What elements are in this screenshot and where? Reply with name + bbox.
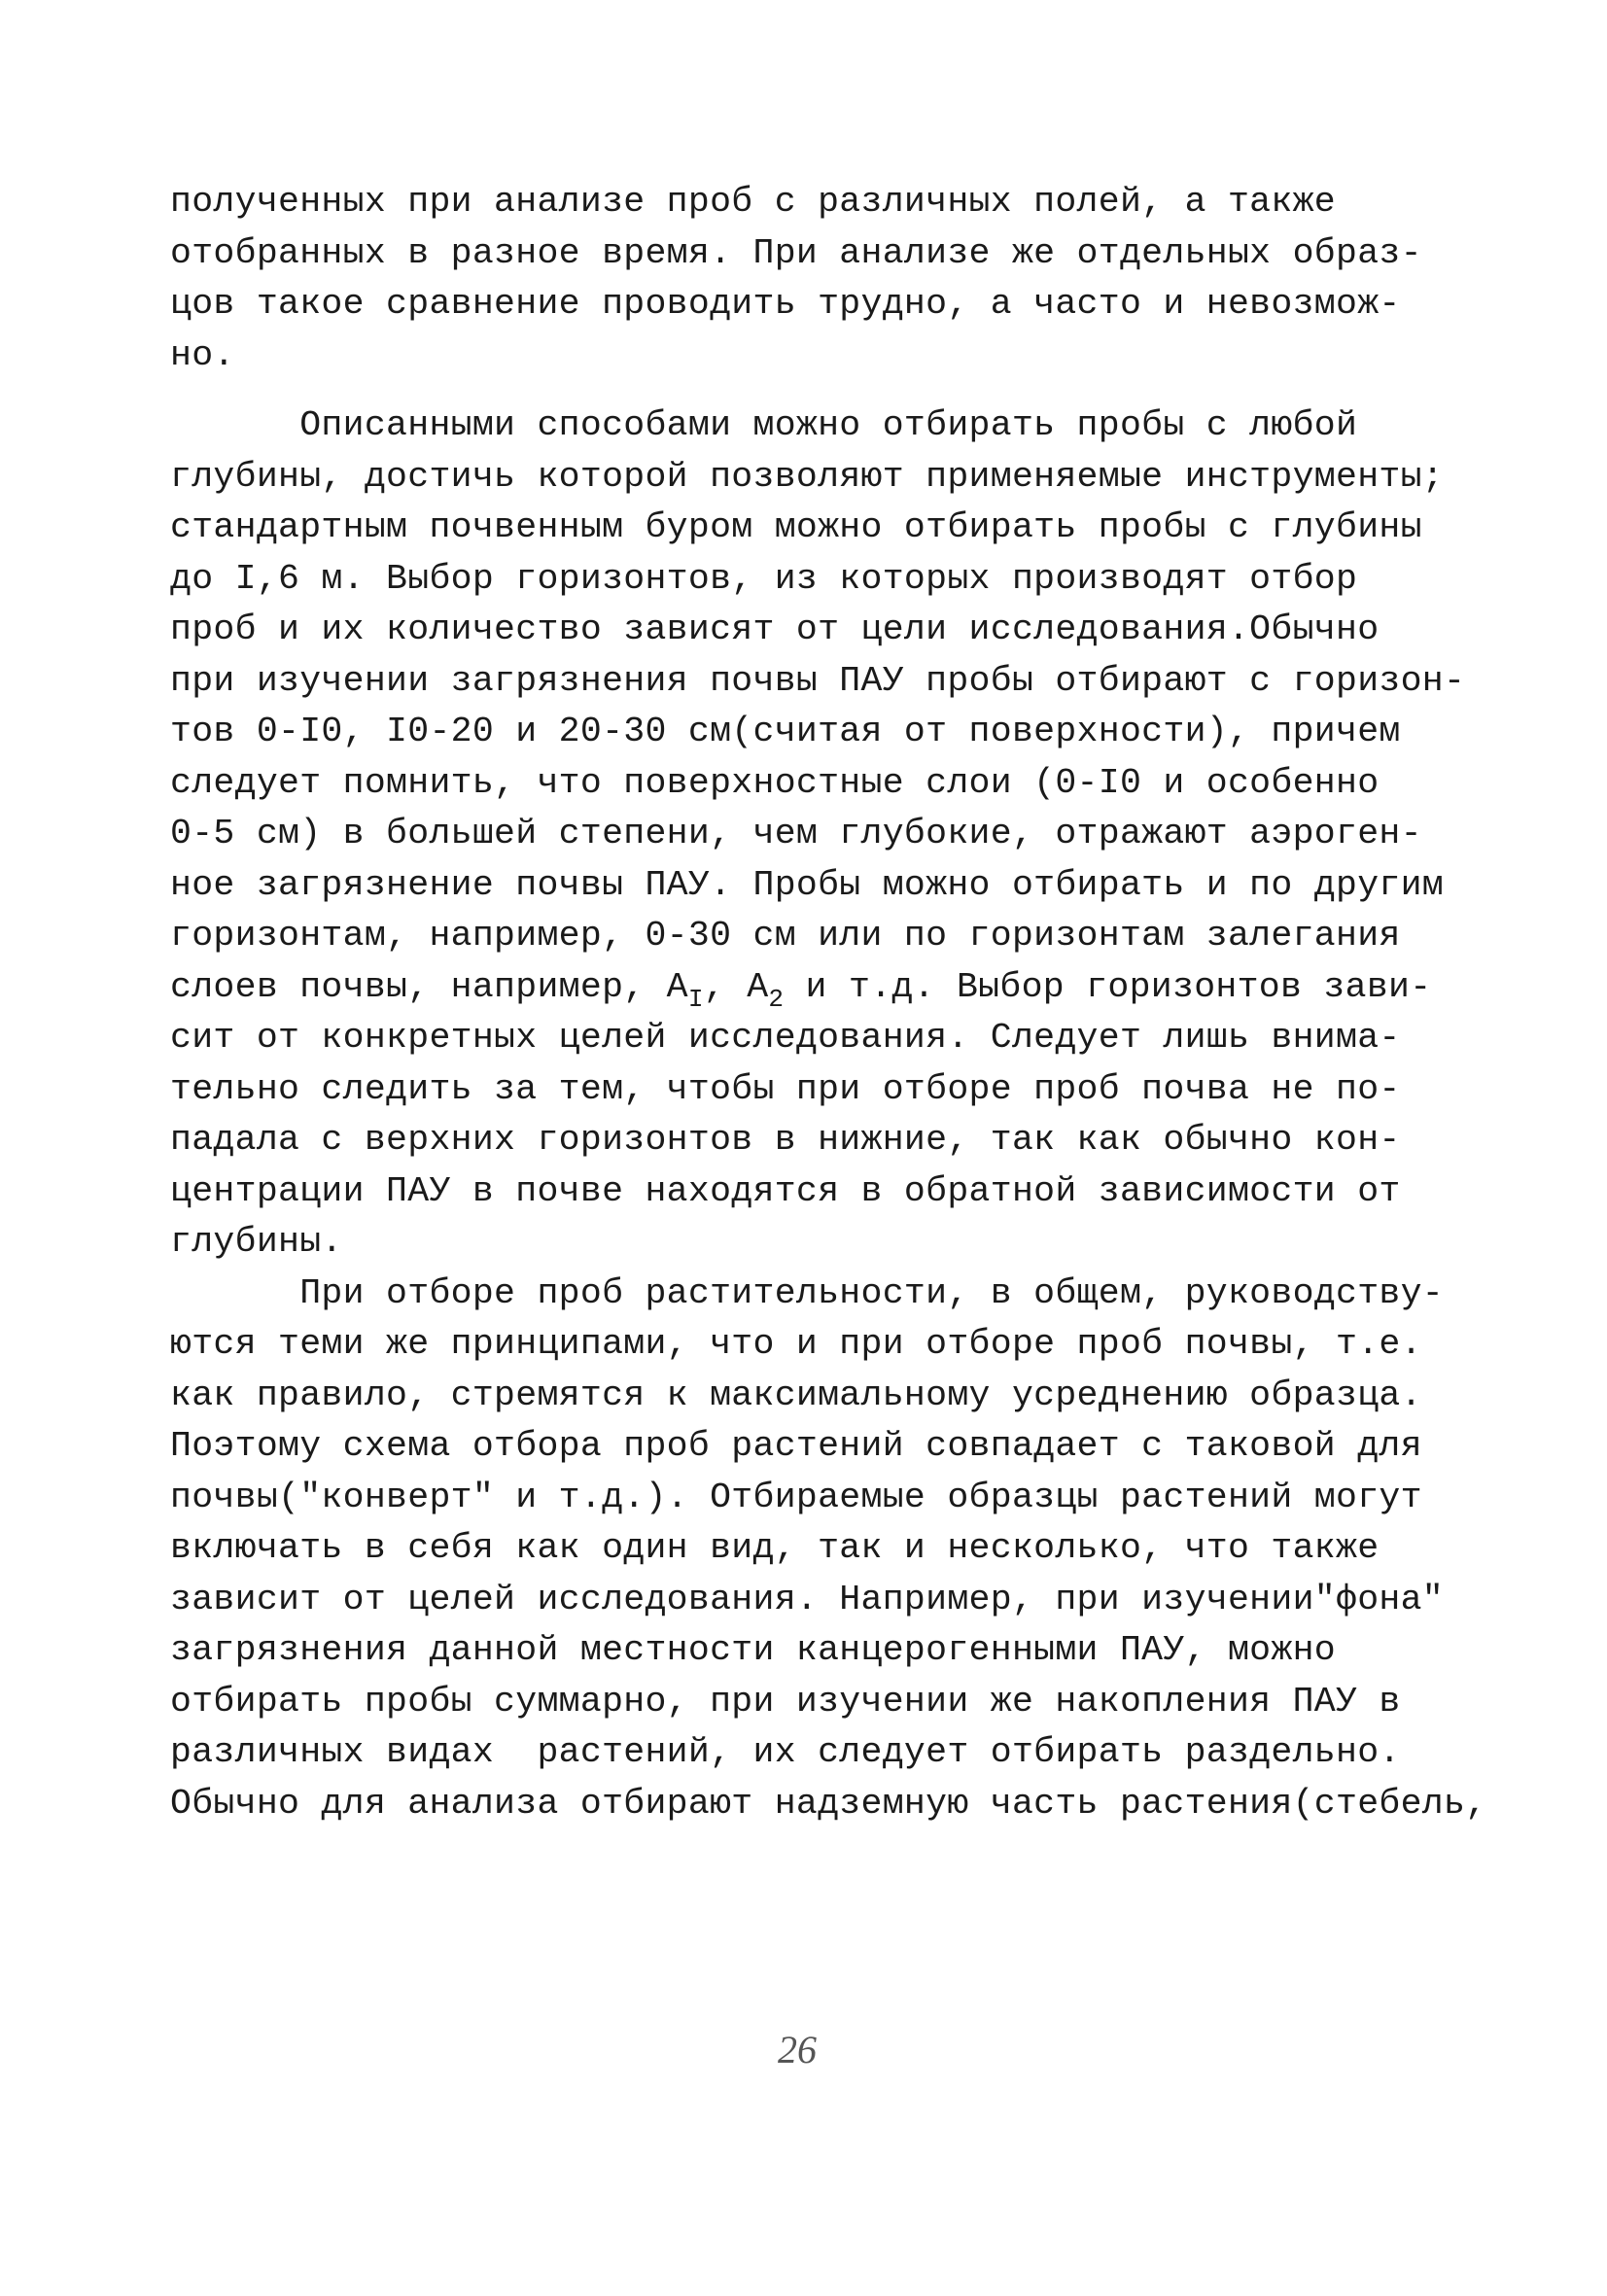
subscript-horizon-1: I xyxy=(687,984,704,1014)
text-line: как правило, стремятся к максимальному усреднению образца. xyxy=(170,1374,1422,1415)
text-line: Обычно для анализа отбирают надземную часть растения(стебель, xyxy=(170,1783,1487,1824)
subscript-line-suffix: и т.д. Выбор горизонтов зави- xyxy=(784,966,1432,1007)
subscript-horizon-2: 2 xyxy=(768,984,785,1014)
text-line: цов такое сравнение проводить трудно, а часто и невозмож- xyxy=(170,284,1401,324)
page-number: 26 xyxy=(778,2028,817,2071)
text-line: зависит от целей исследования. Например, при изучении"фона" xyxy=(170,1579,1445,1619)
text-line: Описанными способами можно отбирать пробы с любой xyxy=(170,405,1358,445)
text-line: стандартным почвенным буром можно отбирать пробы с глубины xyxy=(170,507,1422,547)
text-line: падала с верхних горизонтов в нижние, так как обычно кон- xyxy=(170,1120,1401,1160)
text-line: проб и их количество зависят от цели исследования.Обычно xyxy=(170,609,1380,649)
text-line: тельно следить за тем, чтобы при отборе проб почва не по- xyxy=(170,1068,1401,1109)
text-line: отобранных в разное время. При анализе же отдельных образ- xyxy=(170,232,1422,273)
subscript-line-middle: , А xyxy=(703,966,769,1007)
text-line: при изучении загрязнения почвы ПАУ пробы отбирают с горизон- xyxy=(170,660,1466,701)
text-line: различных видах растений, их следует отбирать раздельно. xyxy=(170,1732,1401,1772)
text-line: глубины, достичь которой позволяют применяемые инструменты; xyxy=(170,456,1445,497)
text-line: тов 0-I0, I0-20 и 20-30 см(считая от поверхности), причем xyxy=(170,712,1401,751)
text-line: загрязнения данной местности канцерогенными ПАУ, можно xyxy=(170,1630,1336,1670)
text-line: ное загрязнение почвы ПАУ. Пробы можно отбирать и по другим xyxy=(170,864,1445,905)
text-line: ются теми же принципами, что и при отборе проб почвы, т.е. xyxy=(170,1324,1422,1364)
body-text xyxy=(170,177,1487,1829)
text-line: почвы("конверт" и т.д.). Отбираемые образцы растений могут xyxy=(170,1477,1422,1517)
text-line: сит от конкретных целей исследования. Следует лишь внима- xyxy=(170,1018,1401,1058)
text-line: но. xyxy=(170,334,235,375)
text-line: горизонтам, например, 0-30 см или по горизонтам залегания xyxy=(170,916,1401,956)
text-line: полученных при анализе проб с различных полей, а также xyxy=(170,182,1336,222)
text-line: 0-5 см) в большей степени, чем глубокие, отражают аэроген- xyxy=(170,814,1422,853)
text-line: включать в себя как один вид, так и несколько, что также xyxy=(170,1528,1380,1568)
text-line: При отборе проб растительности, в общем, руководству- xyxy=(170,1272,1445,1313)
text-line: отбирать пробы суммарно, при изучении же накопления ПАУ в xyxy=(170,1681,1401,1722)
text-line: Поэтому схема отбора проб растений совпадает с таковой для xyxy=(170,1426,1422,1466)
paragraph-gap xyxy=(170,381,1463,400)
text-line: до I,6 м. Выбор горизонтов, из которых производят отбор xyxy=(170,558,1358,599)
text-line: центрации ПАУ в почве находятся в обратной зависимости от xyxy=(170,1170,1401,1211)
text-line: глубины. xyxy=(170,1222,343,1262)
text-line: следует помнить, что поверхностные слои (0-I0 и особенно xyxy=(170,762,1380,803)
text-line-with-subscripts xyxy=(170,962,1463,1014)
subscript-line-prefix: слоев почвы, например, А xyxy=(170,966,688,1007)
